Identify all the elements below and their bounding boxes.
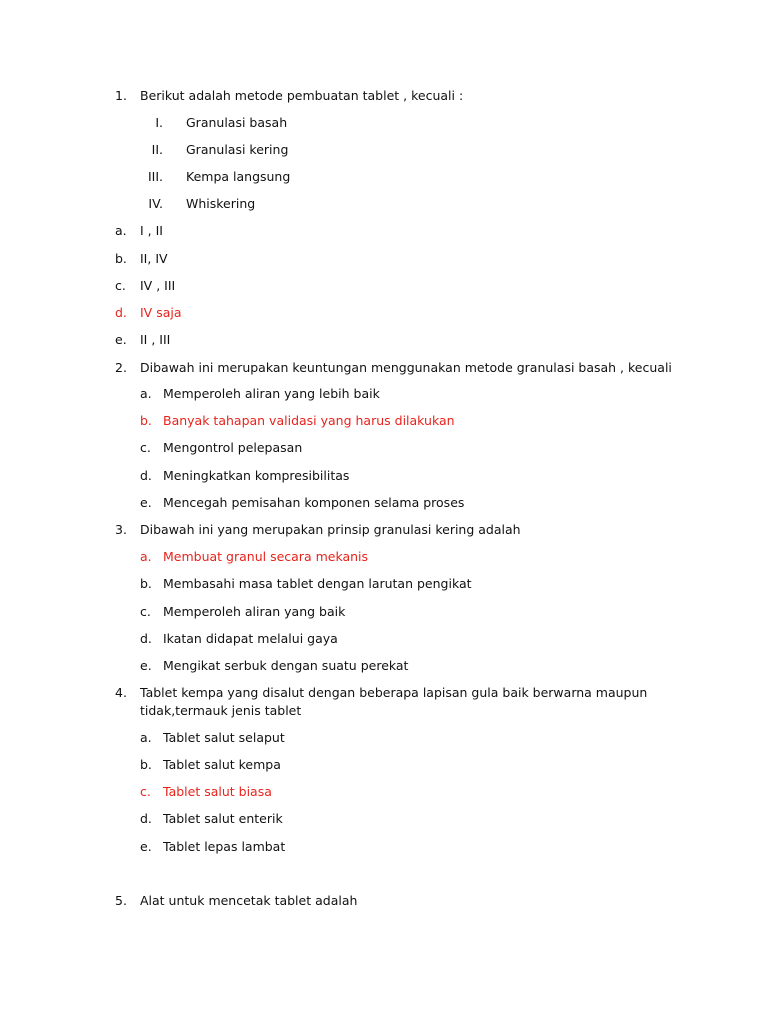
roman-numeral: III. [147, 169, 163, 184]
question-number: 1. [115, 88, 127, 103]
roman-item-text: Granulasi basah [186, 115, 288, 130]
option-text: Tablet salut enterik [163, 811, 283, 826]
question-number: 3. [115, 522, 127, 537]
option-letter: c. [140, 784, 151, 799]
option-letter: a. [140, 386, 152, 401]
roman-numeral: II. [151, 142, 163, 157]
roman-item-text: Granulasi kering [186, 142, 289, 157]
option-text: Tablet lepas lambat [163, 839, 286, 854]
option-text: Membasahi masa tablet dengan larutan pengikat [163, 576, 472, 591]
question-number: 5. [115, 893, 127, 908]
option-letter: c. [115, 278, 126, 293]
roman-numeral: I. [155, 115, 163, 130]
question-text-continued: tidak,termauk jenis tablet [140, 703, 302, 718]
option-text: Meningkatkan kompresibilitas [163, 468, 350, 483]
roman-item-text: Whiskering [186, 196, 256, 211]
option-text: Membuat granul secara mekanis [163, 549, 369, 564]
option-text: Banyak tahapan validasi yang harus dilakukan [163, 413, 455, 428]
option-letter: d. [140, 631, 152, 646]
option-text: Mencegah pemisahan komponen selama proses [163, 495, 465, 510]
option-letter: e. [140, 839, 152, 854]
option-letter: a. [140, 549, 152, 564]
option-letter: a. [140, 730, 152, 745]
question-number: 2. [115, 360, 127, 375]
roman-numeral: IV. [148, 196, 163, 211]
option-letter: a. [115, 223, 127, 238]
question-text: Dibawah ini merupakan keuntungan menggunakan metode granulasi basah , kecuali [140, 360, 672, 375]
option-letter: b. [140, 576, 152, 591]
option-letter: d. [115, 305, 127, 320]
question-text: Berikut adalah metode pembuatan tablet , kecuali : [140, 88, 464, 103]
option-text: II , III [140, 332, 171, 347]
option-letter: c. [140, 604, 151, 619]
option-text: IV , III [140, 278, 176, 293]
option-text: II, IV [140, 251, 168, 266]
option-letter: d. [140, 811, 152, 826]
option-letter: e. [140, 658, 152, 673]
option-text: I , II [140, 223, 163, 238]
option-text: IV saja [140, 305, 182, 320]
question-number: 4. [115, 685, 127, 700]
option-text: Ikatan didapat melalui gaya [163, 631, 338, 646]
question-text: Tablet kempa yang disalut dengan beberapa lapisan gula baik berwarna maupun [140, 685, 648, 700]
option-letter: c. [140, 440, 151, 455]
option-letter: b. [140, 413, 152, 428]
question-text: Dibawah ini yang merupakan prinsip granulasi kering adalah [140, 522, 521, 537]
option-letter: e. [140, 495, 152, 510]
option-text: Tablet salut kempa [163, 757, 281, 772]
option-letter: b. [140, 757, 152, 772]
option-letter: e. [115, 332, 127, 347]
option-letter: b. [115, 251, 127, 266]
option-text: Mengikat serbuk dengan suatu perekat [163, 658, 409, 673]
option-text: Tablet salut biasa [163, 784, 272, 799]
option-text: Tablet salut selaput [163, 730, 285, 745]
roman-item-text: Kempa langsung [186, 169, 291, 184]
option-text: Memperoleh aliran yang lebih baik [163, 386, 380, 401]
option-text: Memperoleh aliran yang baik [163, 604, 346, 619]
question-text: Alat untuk mencetak tablet adalah [140, 893, 358, 908]
option-letter: d. [140, 468, 152, 483]
option-text: Mengontrol pelepasan [163, 440, 303, 455]
